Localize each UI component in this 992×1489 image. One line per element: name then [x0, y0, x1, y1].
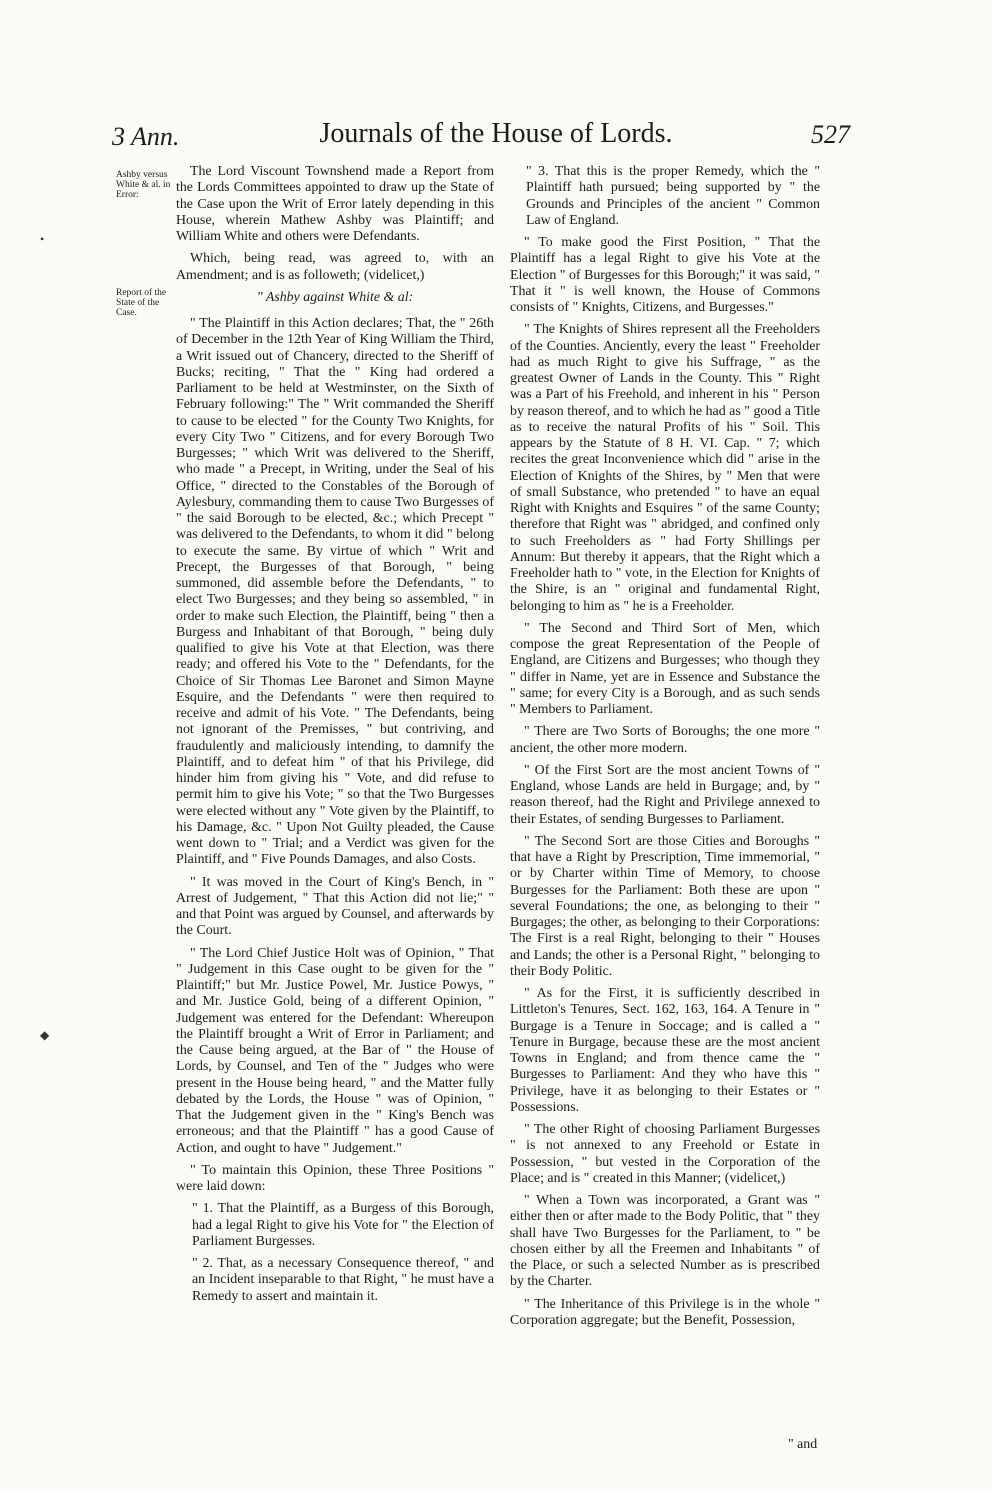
running-head-title: Journals of the House of Lords.: [319, 118, 673, 149]
text-column-left: [176, 164, 494, 1311]
paragraph: " To make good the First Position, " That the Plaintiff has a legal Right to give his Vote at the Election " of Burgesses for this Borough;" it was said, " That it " is well known, the House of Commons consists of " Knights, Citizens, and Burgesses.": [510, 235, 820, 315]
paragraph: Which, being read, was agreed to, with an Amendment; and is as followeth; (videlicet,): [176, 251, 494, 283]
paragraph: " As for the First, it is sufficiently described in Littleton's Tenures, Sect. 162, 163, 164. A Tenure in " Burgage is a Tenure in Soccage; and is called a " Tenure in Burgage, because these are the most ancient Towns in England; and from thence came the " Burgesses to Parliament: And they who have this " Privilege, have it as belonging to their Estates or " Possessions.: [510, 986, 820, 1115]
paragraph: " The Knights of Shires represent all the Freeholders of the Counties. Anciently, every the least " Freeholder had as much Right to give his Suffrage, " as the greatest Owner of Lands in the County. This " Right was a Part of his Freehold, and inherent in his " Person by reason thereof, and to which he had as " good a Title as to receive the natural Profits of his " Soil. This appears by the Statute of 8 H. VI. Cap. " 7; which recites the great Inconvenience which did " arise in the Election of Knights of the Shires, by " Men that were of small Substance, who pretended " to have an equal Right with Knights and Esquires " of the same County; therefore that Right was " abridged, and confined only to such Freeholders as " had Forty Shillings per Annum: But thereby it appears, that the Right which a Freeholder hath to " vote, in the Election for Knights of the Shire, is an " original and fundamental Right, belonging to him as " he is a Freeholder.: [510, 322, 820, 614]
paragraph: " The Lord Chief Justice Holt was of Opinion, " That " Judgement in this Case ought to be given for the " Plaintiff;" but Mr. Justice Powel, Mr. Justice Powys, " and Mr. Justice Gold, being of a different Opinion, " Judgement was entered for the Defendant: Whereupon the Plaintiff brought a Writ of Error in Parliament; and the Cause being argued, at the Bar of " the House of Lords, by Counsel, and Ten of the " Judges who were present in the House being heard, " and the Matter fully debated by the Lords, the House " was of Opinion, " That the Judgement given in the " King's Bench was erroneous; and that the Plaintiff " has a good Cause of Action, and ought to have " Judgement.": [176, 945, 494, 1156]
case-heading: " Ashby against White & al:: [256, 289, 414, 305]
paragraph: " The other Right of choosing Parliament Burgesses " is not annexed to any Freehold or Estate in Possession, " but vested in the Corporation of the Place; and is " created in this Manner; (videlicet,): [510, 1122, 820, 1186]
paragraph: " It was moved in the Court of King's Bench, in " Arrest of Judgement, " That this Action did not lie;" " and that Point was argued by Counsel, and afterwards by the Court.: [176, 874, 494, 939]
running-head-left: 3 Ann.: [112, 122, 180, 151]
page-blemish: ◆: [40, 1028, 50, 1042]
position-item: " 2. That, as a necessary Consequence thereof, " and an Incident inseparable to that Right, " he must have a Remedy to assert and maintain it.: [192, 1256, 494, 1304]
page-number: 527: [811, 120, 850, 149]
paragraph: " The Plaintiff in this Action declares; That, the " 26th of December in the 12th Year of King William the Third, a Writ issued out of Chancery, directed to the Sheriff of Bucks; reciting, " That the " King had ordered a Parliament to be held at Westminster, on the Sixth of February following:" The " Writ commanded the Sheriff to cause to be elected " for the County Two Knights, for every City Two " Citizens, and for every Borough Two Burgesses; " which Writ was delivered to the Sheriff, who made " a Precept, in Writing, under the Seal of his Office, " directed to the Constables of the Borough of Aylesbury, commanding them to cause Two Burgesses of " the said Borough to be elected, &c.; which Precept " was delivered to the Defendants, to whom it did " belong to execute the same. By virtue of which " Writ and Precept, the Burgesses of that Borough, " being summoned, did assemble before the Defendants, " to elect Two Burgesses; and they being so assembled, " in order to make such Election, the Plaintiff, being " then a Burgess and Inhabitant of that Borough, " being duly qualified to give his Vote at that Election, was there ready; and offered his Vote to the " Defendants, for the Choice of Sir Thomas Lee Baronet and Simon Mayne Esquire, and the Defendants " were then required to receive and admit of his Vote. " The Defendants, being not ignorant of the Premisses, " but contriving, and fraudulently and maliciously intending, to damnify the Plaintiff, and to defeat him " of that his Privilege, did hinder him from giving his " Vote, and did refuse to permit him to give his Vote; " so that the Two Burgesses were elected without any " Vote given by the Plaintiff, to his Damage, &c. " Upon Not Guilty pleaded, the Cause went down to " Trial; and a Verdict was given for the Plaintiff, and " Five Pounds Damages, and also Costs.: [176, 316, 494, 868]
margin-note-case: Ashby versus White & al. in Error:: [116, 170, 171, 200]
catchword: " and: [788, 1437, 818, 1452]
paragraph: " The Second and Third Sort of Men, which compose the great Representation of the People of England, are Citizens and Burgesses; who though they " differ in Name, yet are in Essence and Substance the " same; for every City is a Borough, and as such sends " Members to Parliament.: [510, 620, 820, 717]
page-blemish: •: [40, 232, 45, 246]
paragraph: " There are Two Sorts of Boroughs; the one more " ancient, the other more modern.: [510, 724, 820, 756]
paragraph: " The Second Sort are those Cities and Boroughs " that have a Right by Prescription, Time immemorial, " or by Charter within Time of Memory, to choose Burgesses for the Parliament: Both these are upon " several Foundations; the one, as belonging to their " Burgages; the other, as belonging to their Corporations: The First is a real Right, belonging to their " Houses and Lands; the other is a Personal Right, " belonging to their Body Politic.: [510, 833, 820, 979]
position-item: " 1. That the Plaintiff, as a Burgess of this Borough, had a legal Right to give his Vote for " the Election of Parliament Burgesses.: [192, 1201, 494, 1249]
paragraph: The Lord Viscount Townshend made a Report from the Lords Committees appointed to draw up the State of the Case upon the Writ of Error lately depending in this House, wherein Mathew Ashby was Plaintiff; and William White and others were Defendants.: [176, 164, 494, 244]
margin-note-report: Report of the State of the Case.: [116, 288, 167, 318]
paragraph: " When a Town was incorporated, a Grant was " either then or after made to the Body Politic, that " they shall have Two Burgesses for the Parliament, to " be chosen either by all the Freemen and Inhabitants " of the Place, or such a selected Number as is prescribed by the Charter.: [510, 1193, 820, 1290]
paragraph: " The Inheritance of this Privilege is in the whole " Corporation aggregate; but the Benefit, Possession,: [510, 1296, 820, 1328]
position-item: " 3. That this is the proper Remedy, which the " Plaintiff hath pursued; being supported by " the Grounds and Principles of the ancient " Common Law of England.: [526, 164, 820, 228]
text-column-right: [510, 164, 820, 1335]
paragraph: " To maintain this Opinion, these Three Positions " were laid down:: [176, 1162, 494, 1194]
paragraph: " Of the First Sort are the most ancient Towns of " England, whose Lands are held in Burgage; and, by " reason thereof, had the Right and Privilege annexed to their Estates, of sending Burgesses to Parliament.: [510, 762, 820, 827]
